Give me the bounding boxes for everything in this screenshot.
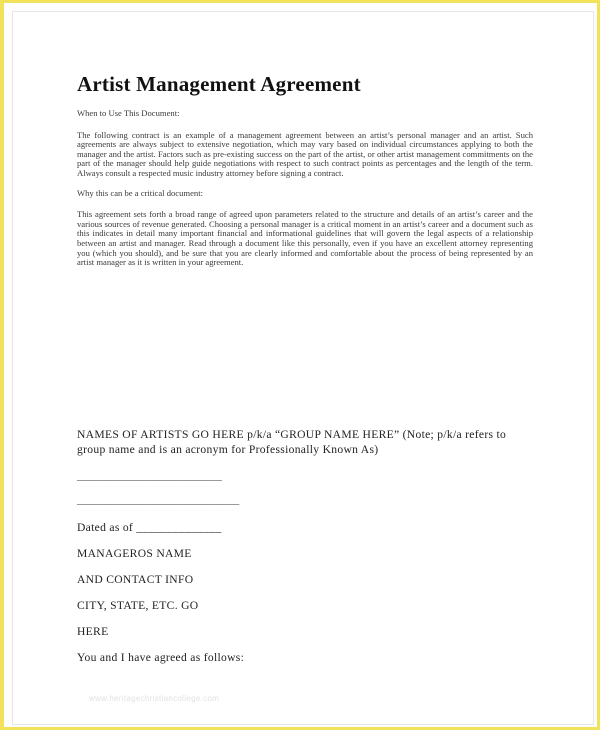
usage-paragraph: The following contract is an example of a management agreement between an artist’s personal manager and an artist. Such agreements are always subject to extensive negotiation, which may vary based on individual circumstances applying to both the manager and the artist. Factors such as pre-existing success on the part of the artist, or other artist management commitments on the part of the manager should help guide negotiations with respect to such contract points as percentages and the length of the term. Always consult a respected music industry attorney before signing a contract. xyxy=(77,129,533,178)
dated-as-of-line: Dated as of ______________ xyxy=(77,521,222,534)
watermark-text: www.heritagechristiancollege.com xyxy=(89,694,220,703)
document-page xyxy=(12,11,594,725)
signature-blank-2: ____________________________ xyxy=(77,493,240,506)
here-line: HERE xyxy=(77,625,109,638)
city-state-line: CITY, STATE, ETC. GO xyxy=(77,599,199,612)
critical-paragraph: This agreement sets forth a broad range of agreed upon parameters related to the structure and details of an artist’s career and the various sources of revenue generated. Choosing a personal manager is a critical moment in an artist’s career and a document such as this indicates in detail many important financial and informational guidelines that will govern the legal aspects of a relationship between an artist and manager. Read through a document like this personally, even if you have an excellent attorney representing you (which you should), and be sure that you are clearly informed and comfortable about the process of being represented by an artist manager as it is written in your agreement. xyxy=(77,209,533,268)
document-body xyxy=(77,72,533,278)
manager-name-line: MANAGEROS NAME xyxy=(77,547,192,560)
agreement-header-block xyxy=(77,427,533,665)
agreed-as-follows-line: You and I have agreed as follows: xyxy=(77,651,245,664)
signature-blank-1: _________________________ xyxy=(77,469,222,482)
contact-info-line: AND CONTACT INFO xyxy=(77,573,194,586)
when-to-use-label: When to Use This Document: xyxy=(77,108,180,118)
artist-names-line: NAMES OF ARTISTS GO HERE p/k/a “GROUP NAME HERE” (Note; p/k/a refers to group name and is an acronym for Professionally Known As) xyxy=(77,428,507,456)
document-title: Artist Management Agreement xyxy=(77,72,361,96)
why-critical-label: Why this can be a critical document: xyxy=(77,187,203,198)
